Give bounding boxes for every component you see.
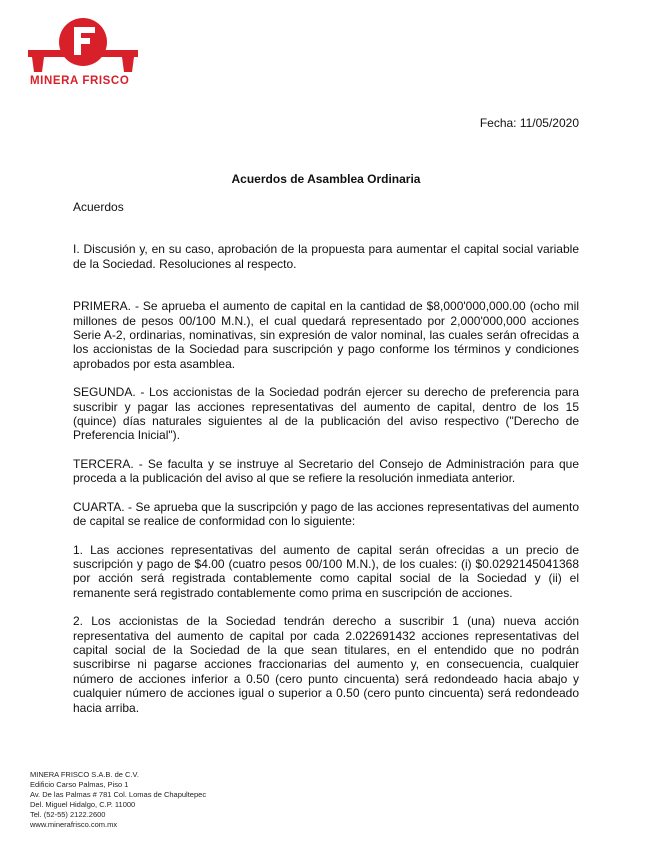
footer-district: Del. Miguel Hidalgo, C.P. 11000	[30, 800, 136, 809]
paragraph-tercera: TERCERA. - Se faculta y se instruye al Secretario del Consejo de Administración para que proceda a la publicación del aviso al que se refiere la resolución inmediata anterior.	[73, 456, 579, 486]
paragraph-cuarta: CUARTA. - Se aprueba que la suscripción y pago de las acciones representativas del aumento de capital se realice de conformidad con lo siguiente:	[73, 499, 579, 529]
document-title: Acuerdos de Asamblea Ordinaria	[231, 172, 421, 186]
paragraph-item-1: 1. Las acciones representativas del aumento de capital serán ofrecidas a un precio de suscripción y pago de $4.00 (cuatro pesos 00/100 M.N.), de los cuales: (i) $0.0292145041368 por acción será registrada contablemente como capital social de la Sociedad y (ii) el remanente será registrado contablemente como prima en suscripción de acciones.	[73, 542, 579, 600]
footer-street: Av. De las Palmas # 781 Col. Lomas de Chapultepec	[30, 790, 207, 799]
paragraph-discusion: I. Discusión y, en su caso, aprobación de la propuesta para aumentar el capital social variable de la Sociedad. Resoluciones al respecto.	[73, 242, 579, 271]
footer-company: MINERA FRISCO S.A.B. de C.V.	[30, 770, 139, 779]
document-date: Fecha: 11/05/2020	[479, 116, 579, 130]
minera-frisco-logo-icon	[28, 14, 138, 74]
footer-website[interactable]: www.minerafrisco.com.mx	[30, 820, 118, 829]
footer-building: Edificio Carso Palmas, Piso 1	[30, 780, 129, 789]
company-logo	[28, 14, 140, 87]
paragraph-primera: PRIMERA. - Se aprueba el aumento de capital en la cantidad de $8,000'000,000.00 (ocho mil millones de pesos 00/100 M.N.), el cual quedará representado por 2,000'000,000 acciones Serie A-2, ordinarias, nominativas, sin expresión de valor nominal, las cuales serán ofrecidas a los accionistas de la Sociedad para suscripción y pago conforme los términos y condiciones aprobados por esta asamblea.	[73, 299, 579, 371]
document-body	[73, 200, 579, 715]
paragraph-segunda: SEGUNDA. - Los accionistas de la Sociedad podrán ejercer su derecho de preferencia para suscribir y pagar las acciones representativas del aumento de capital, dentro de los 15 (quince) días naturales siguientes al de la publicación del aviso respectivo ("Derecho de Preferencia Inicial").	[73, 385, 579, 443]
logo-wordmark: MINERA FRISCO	[30, 75, 130, 87]
section-heading: Acuerdos	[73, 200, 124, 214]
footer-address	[30, 770, 206, 830]
paragraph-item-2: 2. Los accionistas de la Sociedad tendrán derecho a suscribir 1 (una) nueva acción representativa del aumento de capital por cada 2.022691432 acciones representativas del capital social de la Sociedad de la que sean titulares, en el entendido que no podrán suscribirse ni pagarse acciones fraccionarias del aumento y, en consecuencia, cualquier número de acciones inferior a 0.50 (cero punto cincuenta) será redondeado hacia abajo y cualquier número de acciones igual o superior a 0.50 (cero punto cincuenta) será redondeado hacia arriba.	[73, 614, 579, 715]
footer-phone: Tel. (52-55) 2122.2600	[30, 810, 106, 819]
